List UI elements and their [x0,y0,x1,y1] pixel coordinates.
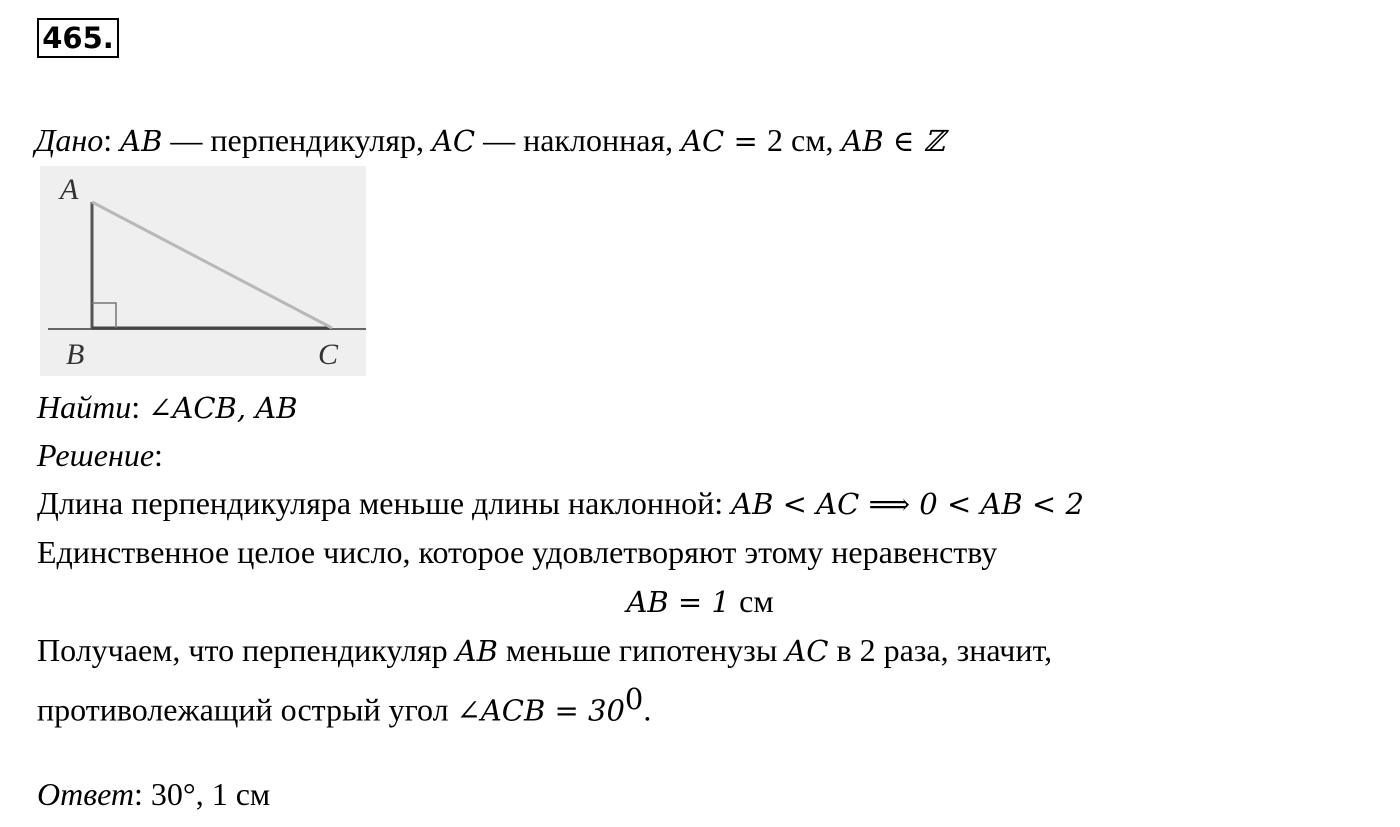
find-label: Найти [37,389,132,425]
solution-line-1-math: AB < AC ⟹ 0 < AB < 2 [731,487,1084,521]
solution-heading [37,435,163,475]
solution-line-4-c: в 2 раза, значит, [828,632,1053,668]
given-ab-integer: AB ∈ ℤ [841,124,945,158]
vertex-b-label: B [66,338,85,371]
triangle-figure [40,166,366,376]
solution-line-1 [37,483,1084,524]
answer-label: Ответ [37,776,134,812]
given-colon: : [103,122,113,158]
answer-line [37,774,270,814]
vertex-c-label: C [318,338,339,371]
given-line [35,120,945,161]
solution-line-3-unit: см [739,583,774,619]
find-expression: ∠ACB, AB [148,391,298,425]
given-perpendicular-text: — перпендикуляр, [162,122,432,158]
solution-line-3 [0,581,1400,622]
given-ab: AB [120,124,163,158]
solution-line-5-math: ∠ACB = 30 [456,693,625,728]
solution-line-4-ab: AB [455,634,498,668]
solution-line-4-a: Получаем, что перпендикуляр [37,632,456,668]
answer-value: 30°, 1 см [150,776,271,812]
solution-line-2 [37,532,997,572]
solution-line-5-end: . [643,691,652,728]
given-oblique-text: — наклонная, [475,122,682,158]
find-colon: : [131,389,149,425]
solution-line-5-sup: 0 [624,682,644,716]
find-line [37,387,298,428]
answer-colon: : [134,776,151,812]
given-ac-equals: AC = [681,124,767,158]
solution-line-4 [37,630,1052,671]
solution-line-2-text: Единственное целое число, которое удовлетворяют этому неравенству [37,534,998,570]
solution-line-1-text: Длина перпендикуляра меньше длины наклонной: [37,485,732,521]
solution-line-5 [37,679,651,731]
given-length: 2 см, [766,122,842,158]
solution-line-4-b: меньше гипотенузы [497,632,786,668]
given-label: Дано [35,122,104,158]
solution-colon: : [154,437,163,473]
problem-number: 465. [37,18,119,58]
hypotenuse-ac [92,202,332,328]
solution-line-5-text: противолежащий острый угол [37,691,457,728]
triangle-diagram [40,166,366,376]
given-ac: AC [431,124,476,158]
solution-label: Решение [37,437,155,473]
right-angle-mark [92,303,116,328]
solution-line-4-ac: AC [785,634,829,668]
solution-line-3-math: AB = 1 [626,585,740,619]
vertex-a-label: A [60,173,79,206]
